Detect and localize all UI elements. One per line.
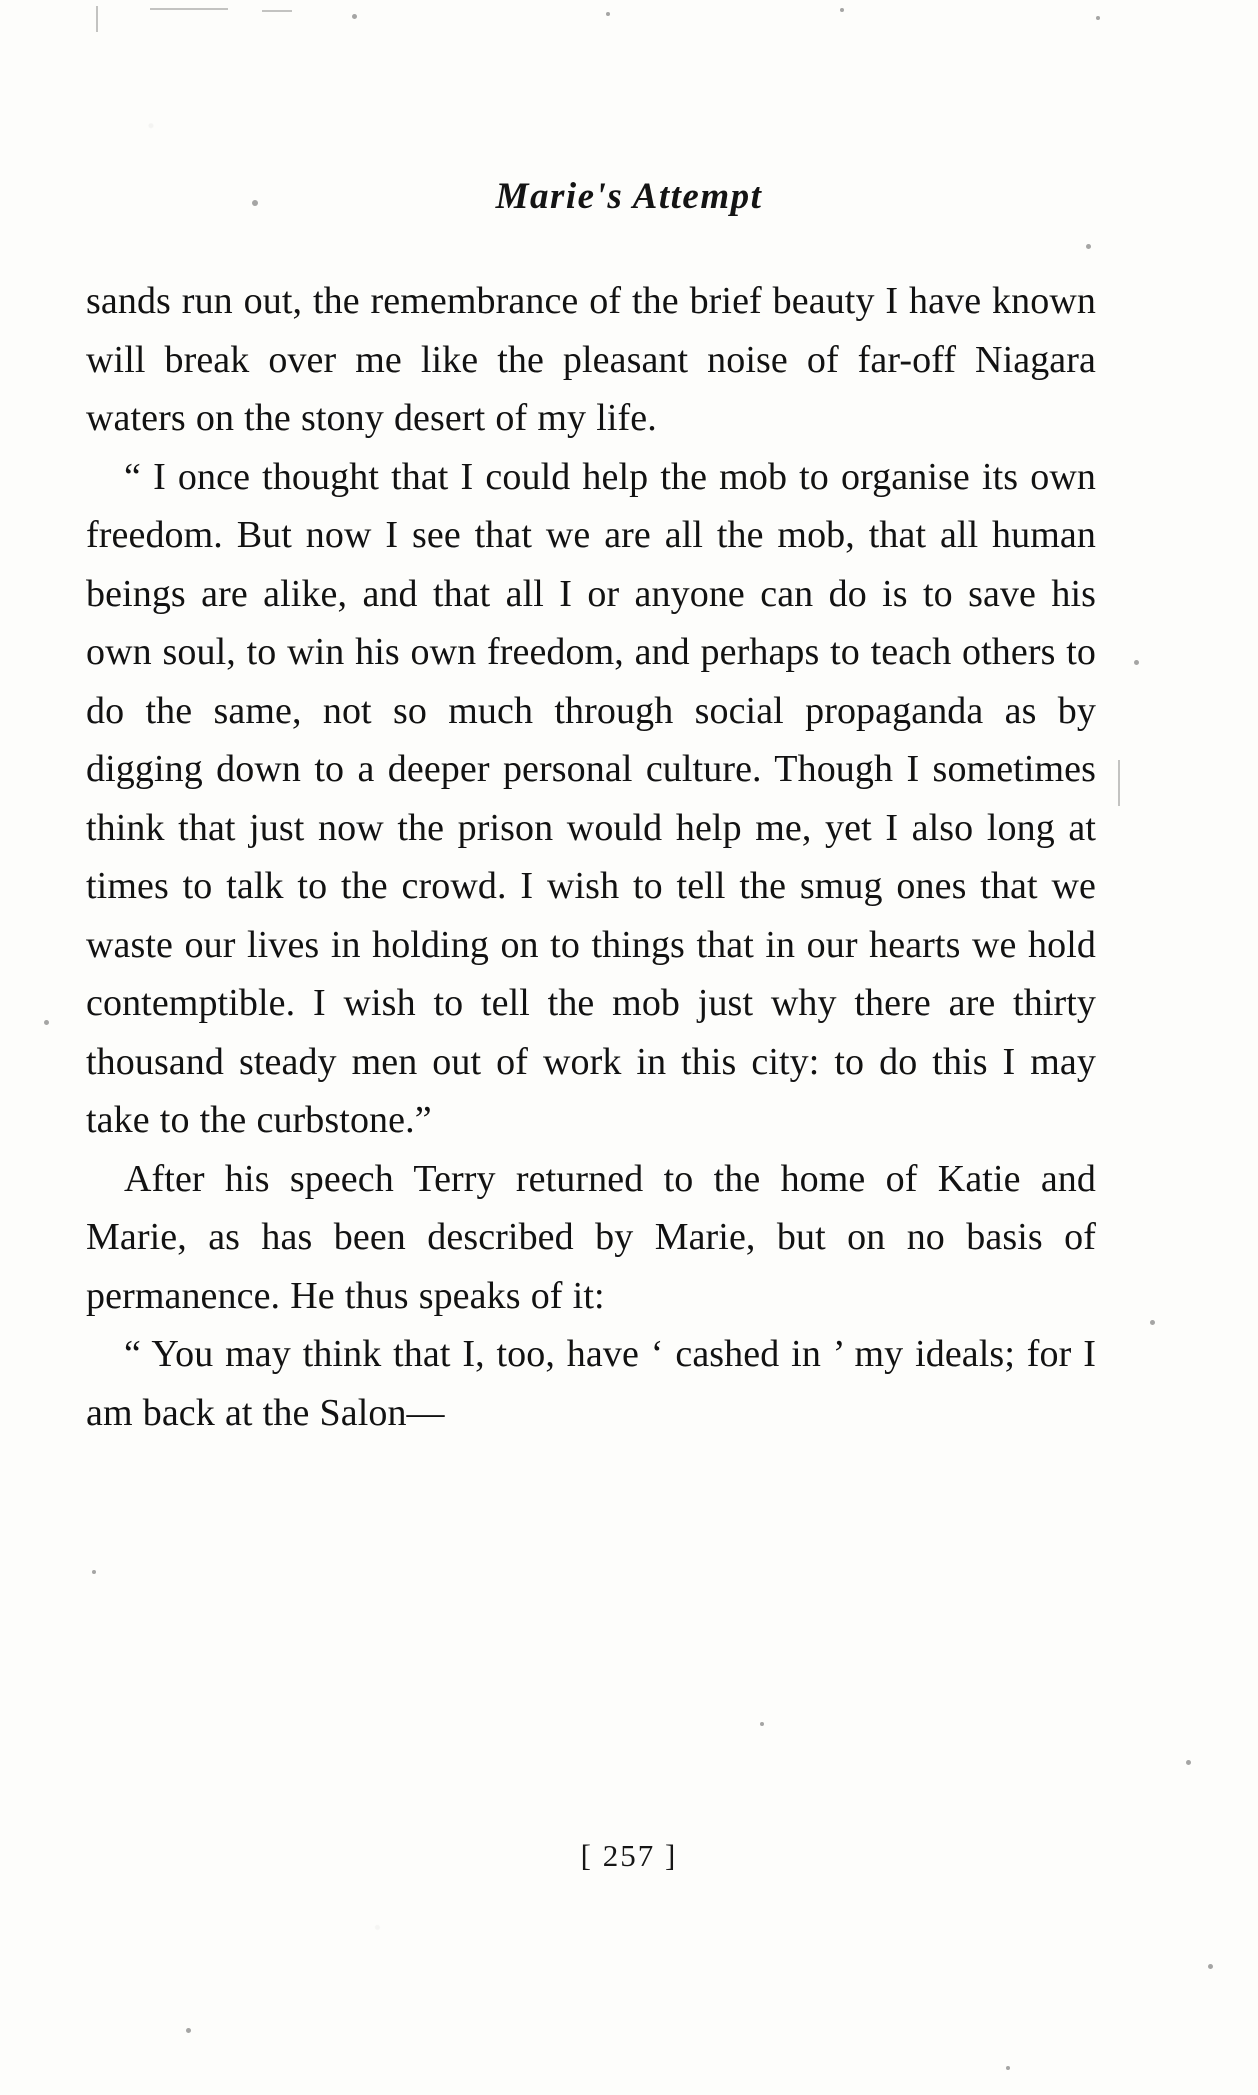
- paragraph: “ I once thought that I could help the mob to organise its own freedom. But now I see that we are all the mob, that all human beings are alike, and that all I or anyone can do is to save his own soul, to win his own freedom, and perhaps to teach others to do the same, not so much through social propaganda as by digging down to a deeper personal culture. Though I sometimes think that just now the prison would help me, yet I also long at times to talk to the crowd. I wish to tell the smug ones that we waste our lives in holding on to things that in our hearts we hold contemptible. I wish to tell the mob just why there are thirty thousand steady men out of work in this city: to do this I may take to the curbstone.”: [86, 455, 1096, 1141]
- running-head: Marie's Attempt: [495, 176, 763, 217]
- paragraph: After his speech Terry returned to the home of Katie and Marie, as has been described by Marie, but on no basis of permanence. He thus speaks of it:: [86, 1157, 1096, 1317]
- body-text: [86, 272, 1096, 1442]
- paragraph: “ You may think that I, too, have ‘ cashed in ’ my ideals; for I am back at the Salon—: [86, 1333, 1096, 1434]
- paragraph: sands run out, the remembrance of the brief beauty I have known will break over me like the pleasant noise of far-off Niagara waters on the stony desert of my life.: [86, 280, 1096, 439]
- page-number: [ 257 ]: [580, 1838, 678, 1873]
